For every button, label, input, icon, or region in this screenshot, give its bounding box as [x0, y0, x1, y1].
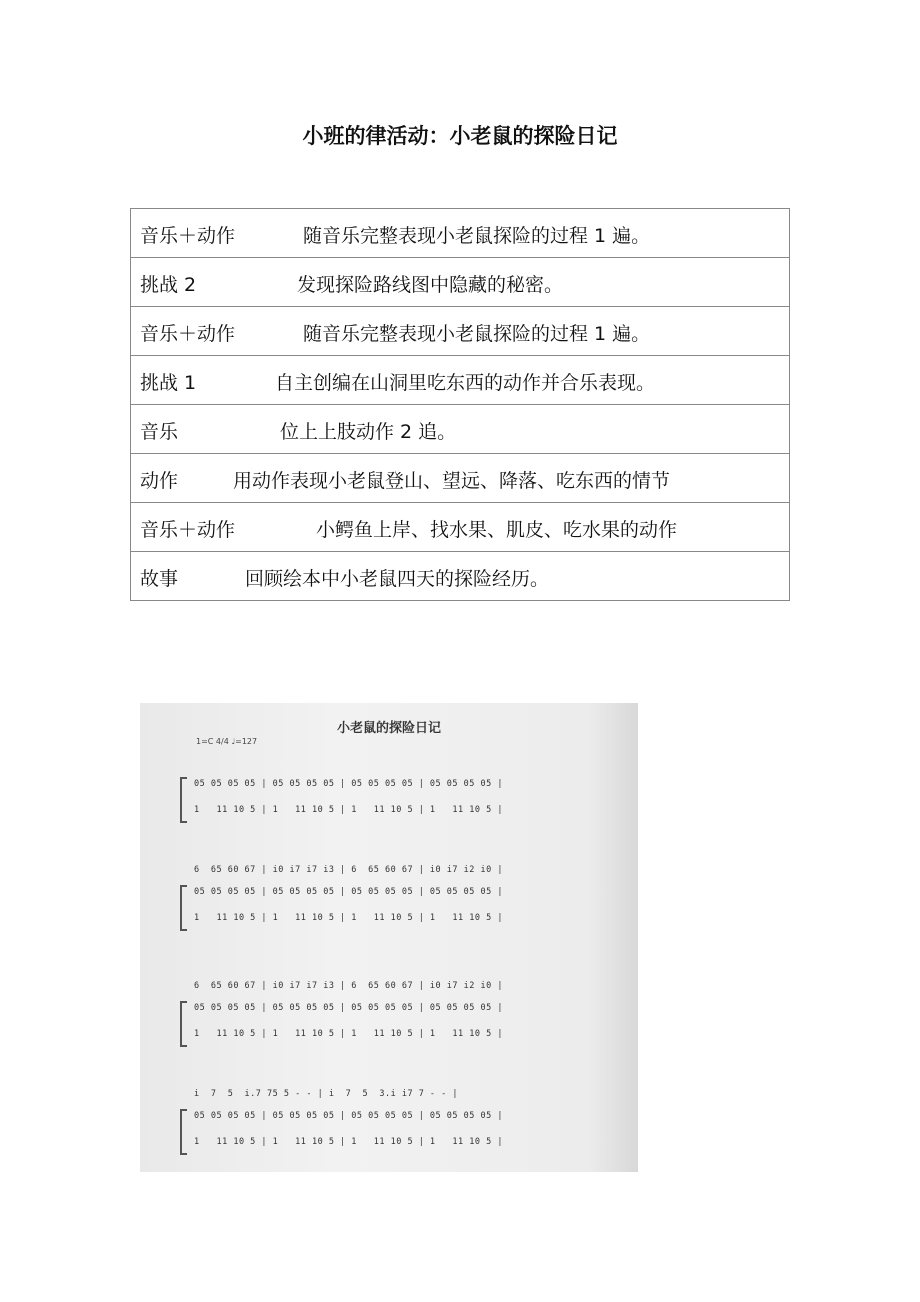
row-label: 动作: [140, 470, 179, 492]
melody-line: 6 65 60 67 | i0 i7 i7 i3 | 6 65 60 67 | i0 i7 i2 i0 |: [194, 981, 503, 991]
row-label: 音乐＋动作: [140, 519, 236, 541]
table-row: [131, 454, 789, 503]
melody-line: i 7 5 i.7 75 5 - - | i 7 5 3.i i7 7 - - |: [194, 1089, 459, 1099]
beat-line: 05 05 05 05 | 05 05 05 05 | 05 05 05 05 | 05 05 05 05 |: [194, 1003, 503, 1013]
page-title: 小班的律活动：小老鼠的探险日记: [302, 124, 618, 148]
melody-line: 6 65 60 67 | i0 i7 i7 i3 | 6 65 60 67 | i0 i7 i2 i0 |: [194, 865, 503, 875]
table-row: [131, 405, 789, 454]
staff-bracket: [180, 777, 187, 823]
table-row: [131, 209, 789, 258]
row-text: 用动作表现小老鼠登山、望远、降落、吃东西的情节: [233, 470, 671, 492]
row-text: 小鳄鱼上岸、找水果、肌皮、吃水果的动作: [316, 519, 678, 541]
beat-line: 05 05 05 05 | 05 05 05 05 | 05 05 05 05 | 05 05 05 05 |: [194, 1111, 503, 1121]
row-label: 音乐: [140, 421, 179, 443]
row-text: 位上上肢动作 2 追。: [280, 421, 457, 443]
row-text: 回顾绘本中小老鼠四天的探险经历。: [245, 568, 550, 590]
score-title: 小老鼠的探险日记: [336, 721, 441, 736]
row-label: 故事: [140, 568, 179, 590]
staff-bracket: [180, 885, 187, 931]
bass-line: 1 11 10 5 | 1 11 10 5 | 1 11 10 5 | 1 11 10 5 |: [194, 1029, 503, 1039]
row-label: 挑战 2: [140, 274, 197, 296]
table-row: [131, 258, 789, 307]
row-text: 自主创编在山洞里吃东西的动作并合乐表现。: [275, 372, 656, 394]
row-text: 随音乐完整表现小老鼠探险的过程 1 遍。: [303, 323, 651, 345]
row-label: 挑战 1: [140, 372, 197, 394]
row-text: 发现探险路线图中隐藏的秘密。: [297, 274, 564, 296]
table-row: [131, 307, 789, 356]
table-row: [131, 356, 789, 405]
beat-line: 05 05 05 05 | 05 05 05 05 | 05 05 05 05 | 05 05 05 05 |: [194, 887, 503, 897]
beat-line: 05 05 05 05 | 05 05 05 05 | 05 05 05 05 | 05 05 05 05 |: [194, 779, 503, 789]
table-row: [131, 503, 789, 552]
row-text: 随音乐完整表现小老鼠探险的过程 1 遍。: [303, 225, 651, 247]
bass-line: 1 11 10 5 | 1 11 10 5 | 1 11 10 5 | 1 11 10 5 |: [194, 1137, 503, 1147]
bass-line: 1 11 10 5 | 1 11 10 5 | 1 11 10 5 | 1 11 10 5 |: [194, 805, 503, 815]
staff-bracket: [180, 1109, 187, 1155]
bass-line: 1 11 10 5 | 1 11 10 5 | 1 11 10 5 | 1 11 10 5 |: [194, 913, 503, 923]
staff-bracket: [180, 1001, 187, 1047]
row-label: 音乐＋动作: [140, 225, 236, 247]
table-row: [131, 552, 789, 600]
activity-table: [130, 208, 790, 601]
row-label: 音乐＋动作: [140, 323, 236, 345]
score-key-tempo: 1=C 4/4 ♩=127: [196, 737, 258, 746]
sheet-music-photo: [140, 703, 638, 1172]
